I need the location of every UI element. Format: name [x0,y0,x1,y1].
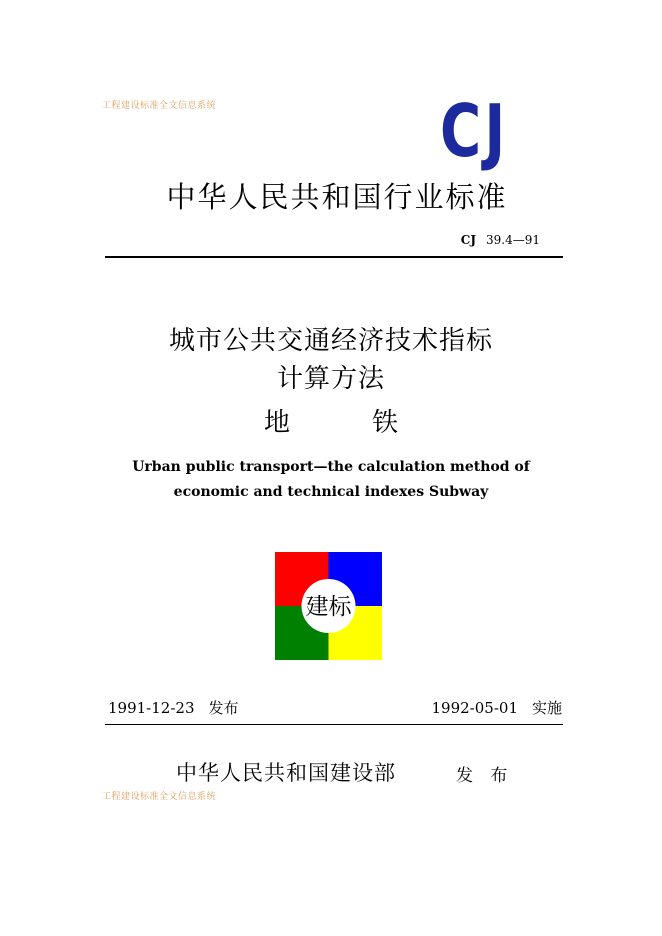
implement-date-value: 1992-05-01 [431,699,518,717]
title-char-tie: 铁 [372,408,399,438]
english-title-line2: economic and technical indexes Subway [173,484,489,500]
issue-label: 发布 [208,699,239,717]
standard-category-title: 中华人民共和国行业标准 [166,180,508,214]
issue-date [108,697,239,718]
standard-code: CJ [460,233,476,247]
jianbiao-emblem [275,552,382,660]
divider-bottom [105,724,563,725]
watermark-top: 工程建设标准全文信息系统 [102,101,217,111]
english-title-line1: Urban public transport—the calculation method of [132,459,530,475]
document-title-line2: 计算方法 [276,364,385,394]
watermark-bottom: 工程建设标准全文信息系统 [102,792,217,802]
emblem-text: 建标 [305,594,352,620]
document-title-line1: 城市公共交通经济技术指标 [168,326,493,356]
standard-number [461,233,540,247]
publish-label: 发 布 [456,766,514,786]
implement-date [432,697,563,718]
implement-label: 实施 [531,699,562,717]
publisher-name: 中华人民共和国建设部 [176,761,396,785]
standard-number-value: 39.4—91 [486,233,540,247]
title-char-di: 地 [263,408,290,438]
cj-logo: CJ [440,89,509,173]
divider-top [105,256,563,258]
issue-date-value: 1991-12-23 [108,699,195,717]
document-title-line3 [0,402,662,439]
